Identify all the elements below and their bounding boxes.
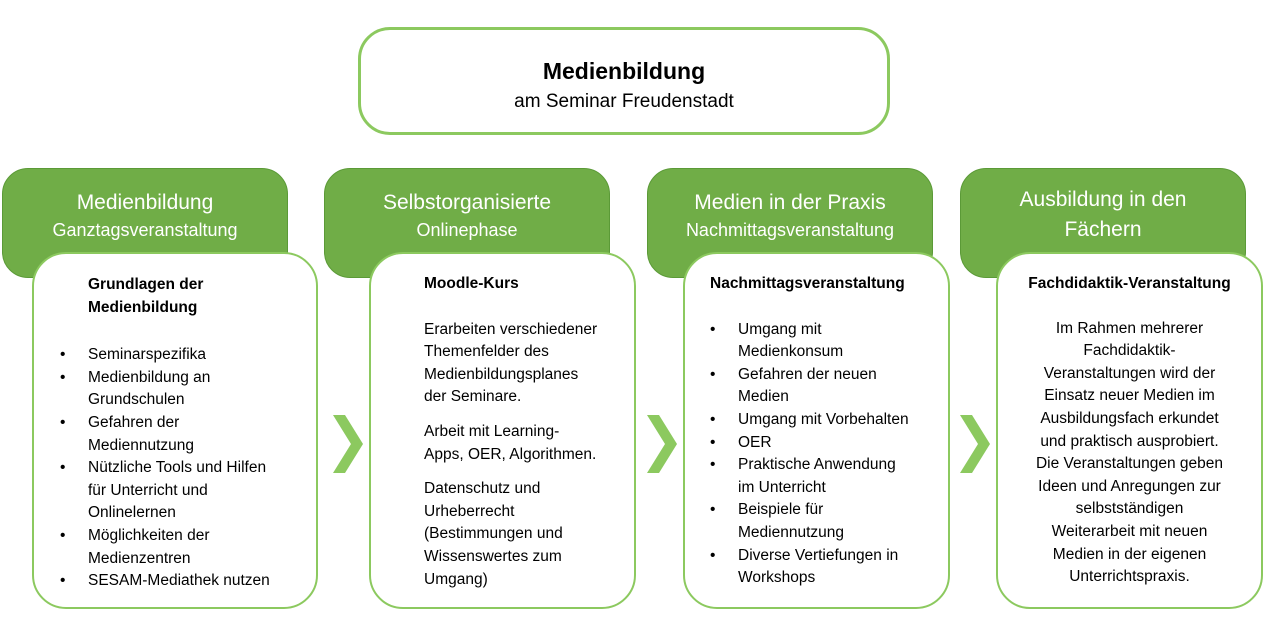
card-heading: Moodle-Kurs	[424, 275, 519, 292]
list-item: • Praktische Anwendung im Unterricht	[738, 454, 950, 499]
page-title: Medienbildung	[542, 58, 706, 84]
list-item: • Umgang mit Vorbehalten	[738, 409, 950, 432]
list-item: • Beispiele für Mediennutzung	[738, 499, 950, 544]
card-heading-line: Medienbildung	[88, 298, 198, 316]
list-item: • Gefahren der neuen Medien	[738, 364, 950, 409]
paragraph: Erarbeiten verschiedener Themenfelder des Medienbildungsplanes der Seminare.	[424, 320, 598, 406]
chevron-right-icon	[647, 415, 677, 473]
header-title: Selbstorganisierte	[382, 191, 552, 214]
list-item: • Medienbildung an Grundschulen	[88, 367, 270, 412]
header-title-line2: Fächern	[1064, 218, 1142, 241]
paragraph: Arbeit mit Learning- Apps, OER, Algorithmen.	[424, 422, 597, 463]
card-fachdidaktik	[996, 252, 1263, 609]
list-item: • Seminarspezifika	[88, 344, 270, 367]
card-nachmittag	[683, 252, 950, 609]
card-heading	[88, 274, 270, 319]
paragraph: Datenschutz und Urheberrecht (Bestimmungen und Wissenswertes zum Umgang)	[424, 480, 563, 588]
card-moodle	[369, 252, 636, 609]
card-heading-line: Grundlagen der	[88, 276, 204, 293]
header-title: Ausbildung in den	[1019, 188, 1187, 211]
card-body: Im Rahmen mehrerer Fachdidaktik- Veranstaltungen wird der Einsatz neuer Medien im Ausbildungsfach erkundet und praktisch ausprobiert. Die Veranstaltungen geben Ideen und Anregungen zur selbstständigen Weiterarbeit mit neuen Medien in der eigenen Unterrichtspraxis.	[1035, 319, 1223, 586]
page-subtitle: am Seminar Freudenstadt	[514, 91, 734, 112]
list-item: • Umgang mit Medienkonsum	[738, 319, 950, 364]
header-title: Medien in der Praxis	[694, 191, 886, 214]
card-heading: Fachdidaktik-Veranstaltung	[1028, 275, 1231, 292]
header-subtitle: Nachmittagsveranstaltung	[685, 220, 895, 240]
header-subtitle: Onlinephase	[416, 220, 518, 240]
bullet-list	[710, 319, 950, 590]
chevron-right-icon	[333, 415, 363, 473]
list-item: • OER	[738, 432, 950, 455]
card-grundlagen	[32, 252, 318, 609]
list-item: • Gefahren der Mediennutzung	[88, 412, 270, 457]
header-subtitle: Ganztagsveranstaltung	[52, 220, 238, 240]
header-title: Medienbildung	[76, 191, 214, 214]
title-box	[358, 27, 890, 135]
chevron-right-icon	[960, 415, 990, 473]
list-item: • Möglichkeiten der Medienzentren	[88, 525, 270, 570]
card-heading: Nachmittagsveranstaltung	[710, 275, 905, 292]
list-item: • SESAM-Mediathek nutzen	[88, 570, 270, 593]
list-item: • Nützliche Tools und Hilfen für Unterricht und Onlinelernen	[88, 457, 270, 525]
list-item: • Diverse Vertiefungen in Workshops	[738, 545, 950, 590]
bullet-list	[88, 344, 270, 593]
